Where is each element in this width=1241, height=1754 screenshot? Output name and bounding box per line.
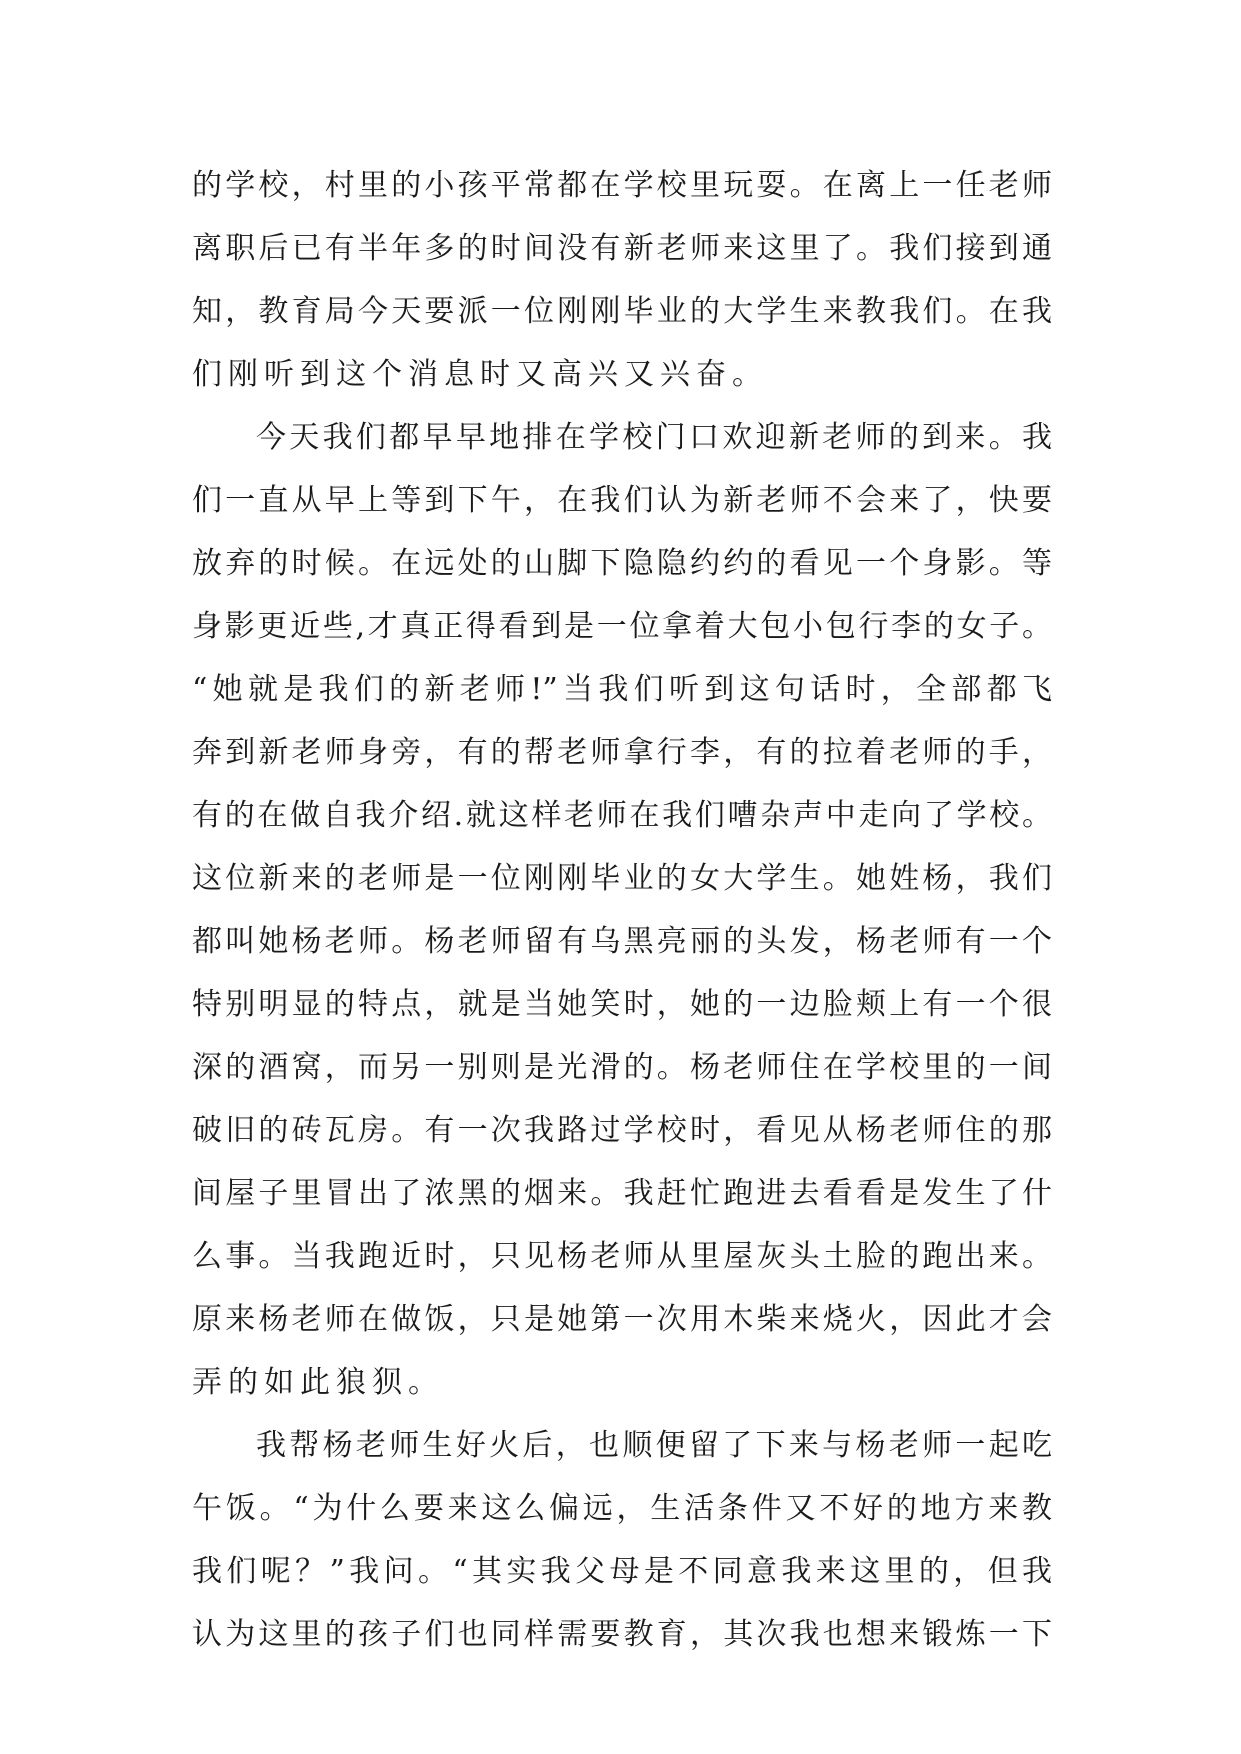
text-line: “她就是我们的新老师!”当我们听到这句话时，全部都飞: [192, 672, 1052, 707]
text-line: 身影更近些,才真正得看到是一位拿着大包小包行李的女子。: [192, 609, 1052, 644]
text-line: 有的在做自我介绍.就这样老师在我们嘈杂声中走向了学校。: [192, 798, 1052, 833]
text-line: 深的酒窝，而另一别则是光滑的。杨老师住在学校里的一间: [192, 1050, 1052, 1085]
text-line: 知，教育局今天要派一位刚刚毕业的大学生来教我们。在我: [192, 294, 1052, 329]
text-line: 的学校，村里的小孩平常都在学校里玩耍。在离上一任老师: [192, 168, 1052, 203]
text-line: 这位新来的老师是一位刚刚毕业的女大学生。她姓杨，我们: [192, 861, 1052, 896]
text-line: 破旧的砖瓦房。有一次我路过学校时，看见从杨老师住的那: [192, 1113, 1052, 1148]
paragraph-first-line: 我帮杨老师生好火后，也顺便留了下来与杨老师一起吃: [256, 1428, 1052, 1463]
text-line: 认为这里的孩子们也同样需要教育，其次我也想来锻炼一下: [192, 1617, 1052, 1652]
text-line: 我们呢？”我问。“其实我父母是不同意我来这里的，但我: [192, 1554, 1052, 1589]
text-line: 都叫她杨老师。杨老师留有乌黑亮丽的头发，杨老师有一个: [192, 924, 1052, 959]
text-line: 奔到新老师身旁，有的帮老师拿行李，有的拉着老师的手，: [192, 735, 1052, 770]
body-text: [192, 154, 1052, 1666]
text-line: 原来杨老师在做饭，只是她第一次用木柴来烧火，因此才会: [192, 1302, 1052, 1337]
text-line: 们刚听到这个消息时又高兴又兴奋。: [192, 357, 768, 392]
text-line: 特别明显的特点，就是当她笑时，她的一边脸颊上有一个很: [192, 987, 1052, 1022]
paragraph-first-line: 今天我们都早早地排在学校门口欢迎新老师的到来。我: [256, 420, 1052, 455]
text-line: 午饭。“为什么要来这么偏远，生活条件又不好的地方来教: [192, 1491, 1052, 1526]
text-line: 么事。当我跑近时，只见杨老师从里屋灰头土脸的跑出来。: [192, 1239, 1052, 1274]
text-line: 弄的如此狼狈。: [192, 1365, 444, 1400]
text-line: 们一直从早上等到下午，在我们认为新老师不会来了，快要: [192, 483, 1052, 518]
text-line: 间屋子里冒出了浓黑的烟来。我赶忙跑进去看看是发生了什: [192, 1176, 1052, 1211]
text-line: 放弃的时候。在远处的山脚下隐隐约约的看见一个身影。等: [192, 546, 1052, 581]
text-line: 离职后已有半年多的时间没有新老师来这里了。我们接到通: [192, 231, 1052, 266]
